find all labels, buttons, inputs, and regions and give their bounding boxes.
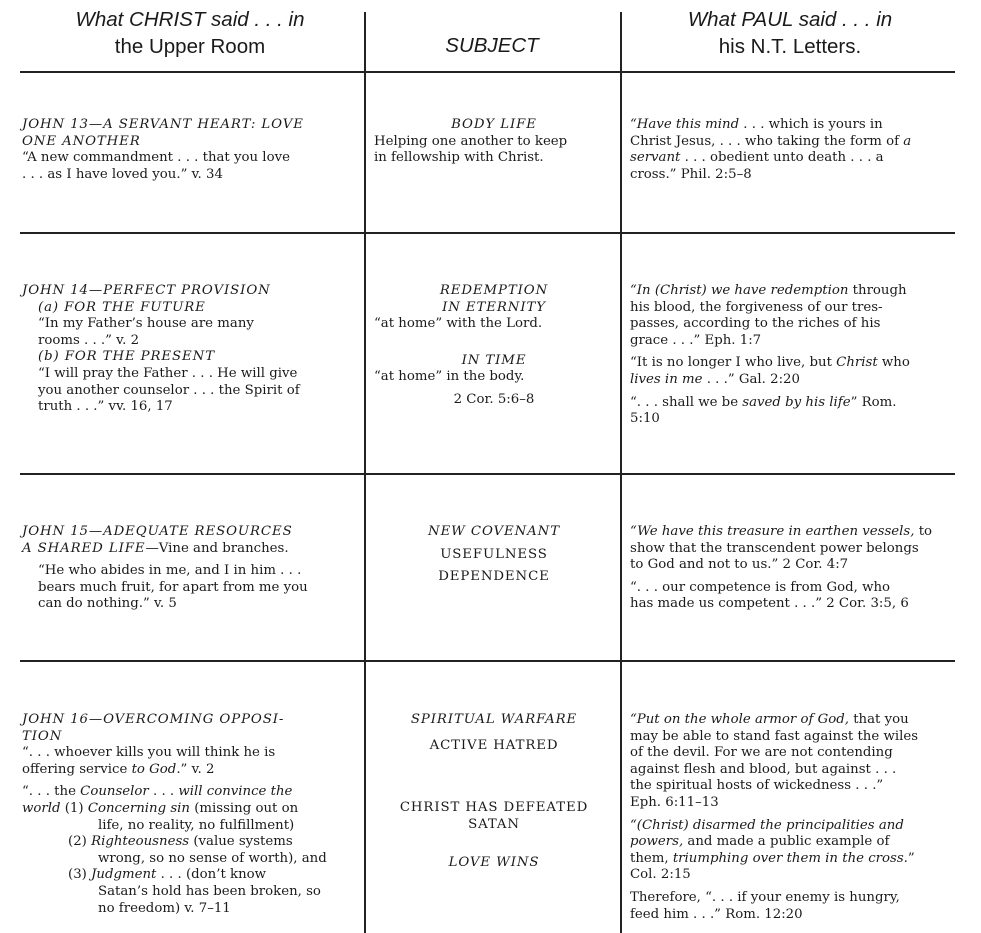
row4-paul-p2d: them, xyxy=(630,850,673,866)
row2-subject-line1: “at home” with the Lord. xyxy=(374,316,543,332)
row2-paul-p3c: ” Rom. xyxy=(850,394,897,410)
row4-subject xyxy=(374,712,614,872)
row2-subject-line2: “at home” in the body. xyxy=(374,369,525,385)
row4-q2b: to God xyxy=(131,761,177,777)
row3-q3: can do nothing.” v. 5 xyxy=(38,596,177,612)
row2-a-q2: rooms . . .” v. 2 xyxy=(38,332,140,348)
row4-q6a: (2) xyxy=(68,834,92,850)
row4-q1: “. . . whoever kills you will think he is xyxy=(22,745,276,761)
row4-subject-line2a: CHRIST HAS DEFEATED xyxy=(399,800,589,816)
row4-q3a: “. . . the xyxy=(22,784,81,800)
row1-paul-l2: Christ Jesus, . . . who taking the form of xyxy=(630,133,900,149)
row4-q10: no freedom) v. 7–11 xyxy=(98,900,231,916)
row2-a-label: (a) FOR THE FUTURE xyxy=(38,299,206,315)
row4-q4c: Concerning sin xyxy=(87,800,190,816)
row3-christ xyxy=(22,524,362,613)
row4-q2a: offering service xyxy=(22,761,132,777)
row4-paul-p3a: Therefore, “. . . if your enemy is hungry, xyxy=(630,889,900,905)
row4-q2c: .” v. 2 xyxy=(176,761,215,777)
row2-paul-p1c: his blood, the forgiveness of our tres- xyxy=(630,299,883,315)
row4-paul-p2g: Col. 2:15 xyxy=(630,867,691,883)
row2-paul-p1e: grace . . .” Eph. 1:7 xyxy=(630,332,762,348)
row2-christ xyxy=(22,283,362,416)
row4-paul-p1a: “Put on the whole armor of God, xyxy=(630,712,849,727)
row2-subject-title3: IN TIME xyxy=(461,352,527,368)
row1-subject-title: BODY LIFE xyxy=(451,117,537,132)
row4-paul-p1d: of the devil. For we are not contending xyxy=(630,745,893,761)
row2-paul xyxy=(630,283,970,428)
row4-subject-line1: ACTIVE HATRED xyxy=(429,737,559,753)
row4-q4b: (1) xyxy=(60,800,88,816)
row1-subject xyxy=(374,117,614,167)
row4-paul-p2a: “(Christ) disarmed the principalities and xyxy=(630,817,904,833)
row1-quote1: “A new commandment . . . that you love xyxy=(22,150,290,166)
row2-paul-p1a: “In (Christ) we have redemption xyxy=(630,283,849,298)
row3-paul-p1a: “We have this treasure in earthen vessels, xyxy=(630,524,915,539)
row4-q3d: will convince the xyxy=(178,784,293,800)
row2-b-q1: “I will pray the Father . . . He will give xyxy=(38,365,298,381)
header-paul xyxy=(622,6,958,60)
row4-paul-p1c: may be able to stand fast against the wiles xyxy=(630,728,919,744)
row2-b-q3: truth . . .” vv. 16, 17 xyxy=(38,399,173,415)
row3-subject-line1: USEFULNESS xyxy=(440,546,548,562)
row4-q8c: . . . (don’t know xyxy=(156,867,267,883)
row2-b-label: (b) FOR THE PRESENT xyxy=(38,349,215,365)
row2-paul-p2b: Christ xyxy=(836,355,878,371)
row1-quote2: . . . as I have loved you.” v. 34 xyxy=(22,166,223,182)
row1-paul-l4: cross.” Phil. 2:5–8 xyxy=(630,166,752,182)
row4-q5: life, no reality, no fulfillment) xyxy=(98,817,295,833)
row4-q6b: Righteousness xyxy=(91,834,190,850)
row4-paul xyxy=(630,712,970,923)
row4-paul-p1g: Eph. 6:11–13 xyxy=(630,794,719,810)
row3-paul-p2a: “. . . our competence is from God, who xyxy=(630,579,891,595)
row3-subject-title: NEW COVENANT xyxy=(428,524,560,539)
row2-a-q1: “In my Father’s house are many xyxy=(38,316,254,332)
row2-paul-p1d: passes, according to the riches of his xyxy=(630,316,881,332)
row4-paul-p2e: triumphing over them in the cross. xyxy=(672,850,908,866)
row3-paul xyxy=(630,524,970,613)
row2-heading: JOHN 14—PERFECT PROVISION xyxy=(22,283,271,298)
row1-paul-l1b: which is yours in xyxy=(764,117,883,132)
row2-subject-title1: REDEMPTION xyxy=(439,283,549,298)
row3-subject xyxy=(374,524,614,586)
row4-paul-p2c: and made a public example of xyxy=(683,834,890,850)
row3-q1: “He who abides in me, and I in him . . . xyxy=(38,563,302,579)
row1-paul-l3a: servant xyxy=(630,150,681,166)
row4-paul-p2b: powers, xyxy=(630,834,684,850)
row1-paul-l3b: . . . obedient unto death . . . a xyxy=(680,150,884,166)
row4-christ xyxy=(22,712,362,917)
row4-paul-p1b: that you xyxy=(848,712,909,727)
row3-paul-p2b: has made us competent . . .” 2 Cor. 3:5, 6 xyxy=(630,596,909,612)
row4-q6c: (value systems xyxy=(189,834,293,850)
row2-subject-title2: IN ETERNITY xyxy=(442,299,546,315)
row4-heading1: JOHN 16—OVERCOMING OPPOSI- xyxy=(22,712,285,727)
row4-q3c: . . . xyxy=(148,784,179,800)
row4-q9: Satan’s hold has been broken, so xyxy=(98,883,321,899)
row1-paul xyxy=(630,117,970,183)
row3-subject-line2: DEPENDENCE xyxy=(438,569,550,585)
row3-paul-p1b: to xyxy=(914,524,933,539)
row3-heading2b: —Vine and branches. xyxy=(145,540,289,556)
header-christ-line1: What CHRIST said . . . in xyxy=(75,8,305,31)
row2-paul-p2c: who xyxy=(877,355,910,371)
row1-heading2: ONE ANOTHER xyxy=(22,133,141,149)
row2-paul-p3b: saved by his life xyxy=(742,394,851,410)
header-paul-line1: What PAUL said . . . in xyxy=(687,8,893,31)
row2-paul-p2a: “It is no longer I who live, but xyxy=(630,355,837,371)
row4-q4a: world xyxy=(22,800,61,816)
row4-paul-p2f: ” xyxy=(907,850,915,866)
row4-paul-p1f: the spiritual hosts of wickedness . . .” xyxy=(630,778,884,794)
row4-q8a: (3) xyxy=(68,867,92,883)
row3-heading1: JOHN 15—ADEQUATE RESOURCES xyxy=(22,524,293,539)
row4-q4d: (missing out on xyxy=(190,800,299,816)
header-subject xyxy=(366,32,618,59)
row1-christ xyxy=(22,117,362,183)
row4-subject-line2b: SATAN xyxy=(468,816,520,832)
row-divider-header xyxy=(20,71,955,73)
row1-paul-l2b: a xyxy=(899,133,912,149)
row1-subject-line2: in fellowship with Christ. xyxy=(374,150,544,166)
row2-paul-p3d: 5:10 xyxy=(630,411,660,427)
row4-heading2: TION xyxy=(22,728,63,744)
row2-subject-ref: 2 Cor. 5:6–8 xyxy=(453,391,535,407)
row4-subject-title: SPIRITUAL WARFARE xyxy=(410,712,578,727)
header-christ-line2: the Upper Room xyxy=(114,35,266,58)
row1-subject-line1: Helping one another to keep xyxy=(374,133,568,149)
header-christ xyxy=(20,6,360,60)
row2-paul-p2e: . . .” Gal. 2:20 xyxy=(702,371,800,387)
row-divider-2 xyxy=(20,473,955,475)
row-divider-3 xyxy=(20,660,955,662)
row-divider-1 xyxy=(20,232,955,234)
row2-b-q2: you another counselor . . . the Spirit of xyxy=(38,382,300,398)
row4-q3b: Counselor xyxy=(80,784,149,800)
row2-paul-p2d: lives in me xyxy=(630,371,703,387)
row4-paul-p1e: against flesh and blood, but against . . . xyxy=(630,761,897,777)
header-subject-label: SUBJECT xyxy=(445,34,539,57)
header-paul-line2: his N.T. Letters. xyxy=(718,35,862,58)
row4-q7: wrong, so no sense of worth), and xyxy=(98,850,327,866)
row1-heading1: JOHN 13—A SERVANT HEART: LOVE xyxy=(22,117,304,132)
row3-paul-p1c: show that the transcendent power belongs xyxy=(630,540,919,556)
row4-q8b: Judgment xyxy=(91,867,157,883)
row4-subject-line3: LOVE WINS xyxy=(448,855,540,871)
row2-paul-p3a: “. . . shall we be xyxy=(630,394,743,410)
row2-paul-p1b: through xyxy=(848,283,907,298)
row3-heading2a: A SHARED LIFE xyxy=(22,540,146,556)
row1-paul-l1a: “Have this mind . . . xyxy=(630,117,765,132)
row3-q2: bears much fruit, for apart from me you xyxy=(38,579,308,595)
row4-paul-p3b: feed him . . .” Rom. 12:20 xyxy=(630,906,803,922)
row2-subject xyxy=(374,283,614,409)
row3-paul-p1d: to God and not to us.” 2 Cor. 4:7 xyxy=(630,557,849,573)
